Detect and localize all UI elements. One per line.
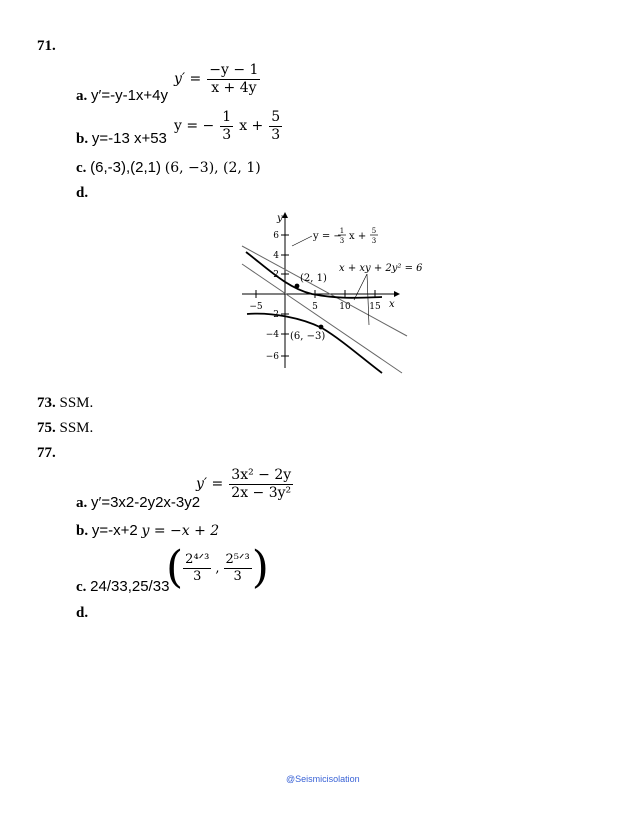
right-paren: ) <box>251 542 269 593</box>
problem-77-number: 77. <box>37 445 56 461</box>
problem-77c-frac1-num: 2⁴ᐟ³ <box>185 551 210 567</box>
problem-73-number: 73. <box>37 395 56 411</box>
problem-71b <box>76 130 167 148</box>
problem-73-text: SSM. <box>59 395 94 411</box>
point1-label: (2, 1) <box>300 273 327 284</box>
y-tick-label: −6 <box>265 352 279 362</box>
y-tick-label: −4 <box>265 330 279 340</box>
problem-77c-frac1 <box>183 553 211 583</box>
problem-71a-text: y′=-y-1x+4y <box>91 87 169 104</box>
problem-77b-math: y = −x + 2 <box>141 523 220 539</box>
problem-71-graph <box>232 208 442 378</box>
problem-71b-frac1-num: 1 <box>222 109 232 125</box>
tangent-label-pointer <box>292 236 312 246</box>
curve-label-pointer-2 <box>367 274 369 325</box>
tangent-equation-label <box>312 227 378 245</box>
x-tick-label: 15 <box>369 302 381 312</box>
curve-equation-label: x + xy + 2y² = 6 <box>339 263 423 274</box>
problem-77d-label: d. <box>76 605 89 621</box>
problem-71a-numerator: −y − 1 <box>209 62 259 78</box>
y-tick-label: 4 <box>273 251 279 261</box>
problem-71d <box>76 185 88 202</box>
problem-77c-frac1-den: 3 <box>193 568 202 584</box>
problem-71b-frac2 <box>269 110 282 142</box>
problem-71c-label: c. <box>76 160 87 176</box>
problem-75-text: SSM. <box>59 420 94 436</box>
problem-77c-frac2 <box>224 553 252 583</box>
tangent-frac1-den: 3 <box>339 237 345 245</box>
problem-77b <box>76 522 219 540</box>
problem-71b-mid: x + <box>239 118 264 135</box>
tangent-frac2-den: 3 <box>371 237 377 245</box>
y-tick-labels <box>266 231 280 362</box>
y-tick-label: 6 <box>273 231 279 241</box>
point-2-1 <box>295 284 300 289</box>
problem-77a <box>76 494 200 512</box>
y-tick-label: 2 <box>273 270 279 280</box>
curve-label-pointer-1 <box>354 274 367 300</box>
point-6-neg3 <box>319 325 324 330</box>
problem-77c-math <box>166 542 269 593</box>
problem-71a-denominator: x + 4y <box>211 79 257 96</box>
problem-71b-frac2-den: 3 <box>271 126 281 143</box>
problem-77b-label: b. <box>76 523 89 539</box>
left-paren: ( <box>166 542 184 593</box>
y-tick-label: −2 <box>265 310 279 320</box>
problem-77c-frac2-num: 2⁵ᐟ³ <box>225 551 250 567</box>
problem-75-number: 75. <box>37 420 56 436</box>
problem-71b-lhs: y = − <box>174 118 215 135</box>
point2-label: (6, −3) <box>290 331 326 342</box>
problem-77a-label: a. <box>76 495 88 511</box>
problem-77a-lhs: y′ = <box>196 476 224 493</box>
problem-71c-text: (6,-3),(2,1) <box>90 159 162 176</box>
problem-71a-fraction <box>207 63 260 95</box>
problem-71-number: 71. <box>37 38 56 54</box>
problem-71b-frac2-num: 5 <box>271 109 281 125</box>
problem-71a <box>76 87 168 105</box>
tangent-label-prefix: y = − <box>313 231 342 242</box>
y-axis-arrow-icon <box>282 212 288 218</box>
curve-lower-branch <box>247 314 382 373</box>
problem-77c-label: c. <box>76 579 87 595</box>
problem-77a-fraction <box>229 468 293 500</box>
problem-77a-equation <box>196 468 293 500</box>
tangent-label-mid: x + <box>349 231 367 242</box>
problem-77c-frac2-den: 3 <box>233 568 242 584</box>
x-tick-label: 10 <box>339 302 351 312</box>
problem-71a-equation <box>174 63 260 95</box>
problem-71d-label: d. <box>76 185 89 201</box>
problem-77c-text: 24/33,25/33 <box>90 578 170 595</box>
problem-71a-lhs: y′ = <box>174 71 202 88</box>
problem-77a-numerator: 3x² − 2y <box>231 467 292 483</box>
x-axis-arrow-icon <box>394 291 400 297</box>
problem-71b-equation <box>174 110 282 142</box>
problem-71b-label: b. <box>76 131 89 147</box>
problem-75 <box>37 420 93 437</box>
watermark: @Seismicisolation <box>286 774 360 784</box>
tangent-frac2-num: 5 <box>371 227 377 235</box>
problem-71c <box>76 159 261 177</box>
problem-77c <box>76 578 169 596</box>
problem-77b-text: y=-x+2 <box>91 522 138 539</box>
tangent-frac1-num: 1 <box>339 227 345 235</box>
problem-71c-math: (6, −3), (2, 1) <box>164 160 261 176</box>
problem-71b-frac1 <box>220 110 233 142</box>
problem-71b-frac1-den: 3 <box>222 126 232 143</box>
problem-71a-label: a. <box>76 88 88 104</box>
x-axis-label: x <box>389 299 395 310</box>
problem-71b-text: y=-13 x+53 <box>91 130 167 147</box>
problem-77a-denominator: 2x − 3y² <box>231 484 292 501</box>
problem-77d <box>76 605 88 622</box>
tangent-line-upper <box>242 246 407 336</box>
problem-73 <box>37 395 93 412</box>
comma: , <box>215 560 220 576</box>
y-axis-label: y <box>277 213 283 224</box>
x-tick-label: −5 <box>249 302 263 312</box>
problem-77a-text: y′=3x2-2y2x-3y2 <box>91 494 201 511</box>
x-tick-label: 5 <box>312 302 318 312</box>
